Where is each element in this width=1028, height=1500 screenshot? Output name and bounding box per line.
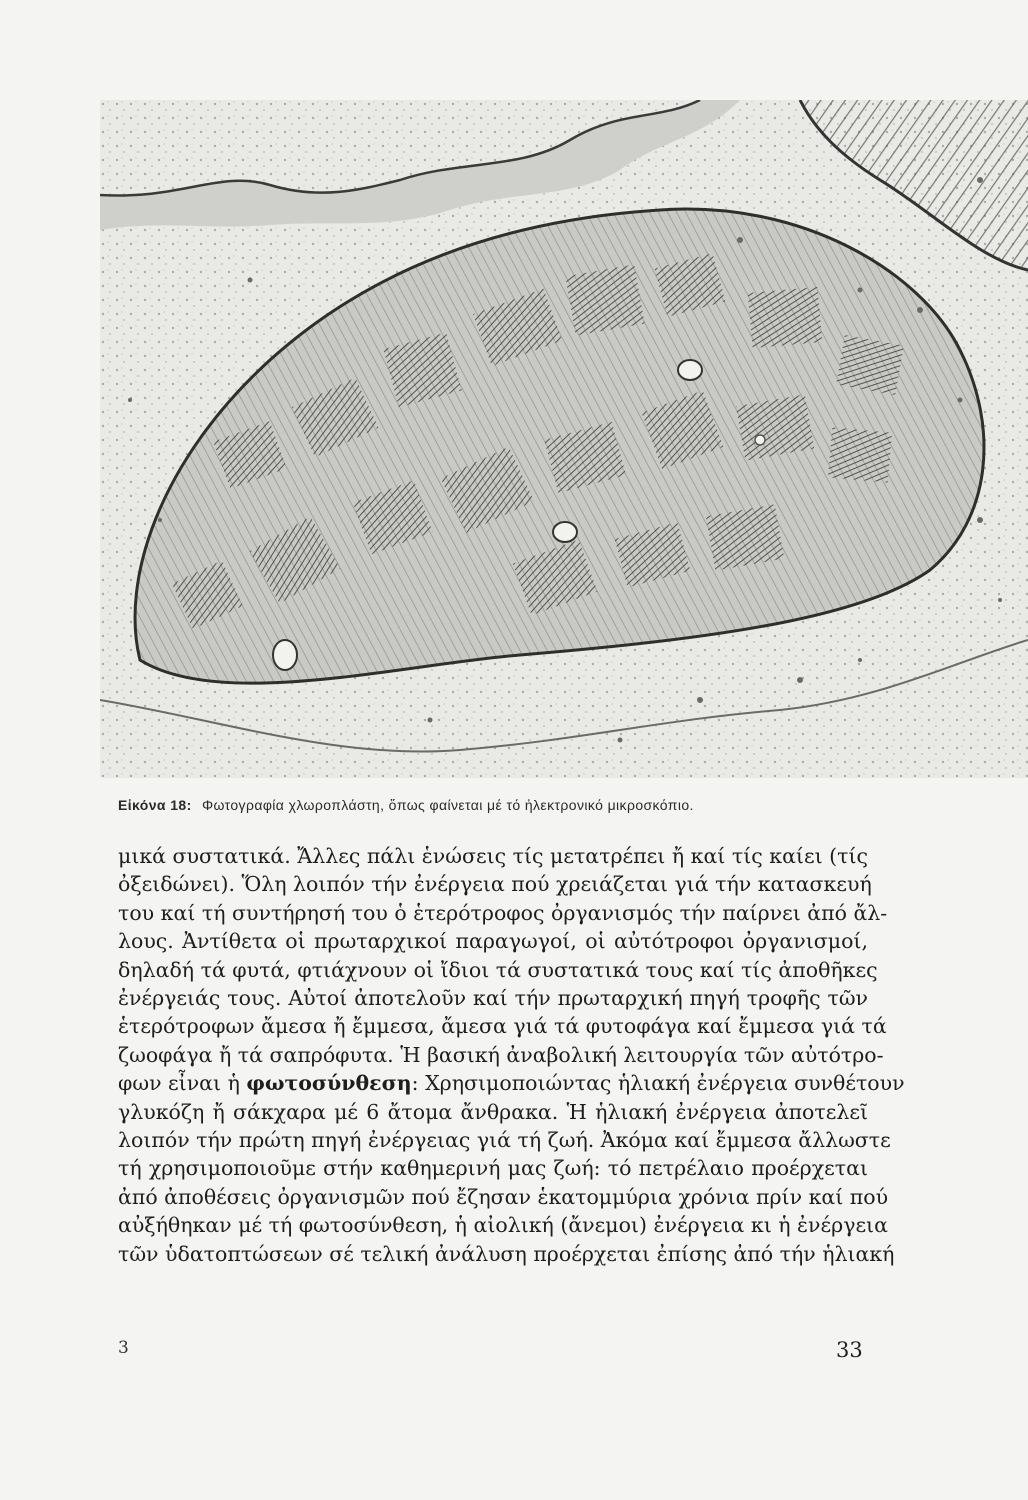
- text-line: τή χρησιμοποιοῦμε στήν καθημερινή μας ζωή: τό πετρέλαιο προέρχεται: [118, 1156, 868, 1181]
- text-line: τῶν ὑδατοπτώσεων σέ τελική ἀνάλυση προέρχεται ἐπίσης ἀπό τήν ἡλιακή: [118, 1241, 895, 1266]
- text-line: δηλαδή τά φυτά, φτιάχνουν οἱ ἴδιοι τά συστατικά τους καί τίς ἀποθῆκες: [118, 957, 878, 982]
- text-line: αὐξήθηκαν μέ τή φωτοσύνθεση, ἡ αἰολική (ἄνεμοι) ἐνέργεια κι ἡ ἐνέργεια: [118, 1213, 888, 1238]
- text-line: λους. Ἀντίθετα οἱ πρωταρχικοί παραγωγοί, οἱ αὐτότροφοι ὀργανισμοί,: [118, 929, 868, 954]
- text-line: γλυκόζη ἤ σάκχαρα μέ 6 ἄτομα ἄνθρακα. Ἡ ἡλιακή ἐνέργεια ἀποτελεῖ: [118, 1099, 868, 1124]
- text-line: ἐνέργειάς τους. Αὐτοί ἀποτελοῦν καί τήν πρωταρχική πηγή τροφῆς τῶν: [118, 986, 868, 1011]
- text-fragment: φων εἶναι ἡ: [118, 1071, 240, 1096]
- text-line: ἀπό ἀποθέσεις ὀργανισμῶν πού ἔζησαν ἑκατομμύρια χρόνια πρίν καί πού: [118, 1184, 889, 1209]
- text-line: του καί τή συντήρησή του ὁ ἑτερότροφος ὀργανισμός τήν παίρνει ἀπό ἄλ-: [118, 900, 888, 925]
- bold-term-photosynthesis: φωτοσύνθεση: [246, 1071, 412, 1096]
- page-number: 33: [836, 1338, 863, 1362]
- text-fragment: : Χρησιμοποιώντας ἡλιακή ἐνέργεια συνθέτουν: [411, 1071, 905, 1096]
- text-line: ἑτερότροφων ἄμεσα ἤ ἔμμεσα, ἄμεσα γιά τά φυτοφάγα καί ἔμμεσα γιά τά: [118, 1014, 887, 1039]
- figure-caption: [118, 797, 978, 813]
- text-line: μικά συστατικά. Ἄλλες πάλι ἑνώσεις τίς μετατρέπει ἤ καί τίς καίει (τίς: [118, 844, 868, 868]
- text-line: ζωοφάγα ἤ τά σαπρόφυτα. Ἡ βασική ἀναβολική λειτουργία τῶν αὐτότρο-: [118, 1042, 884, 1067]
- body-paragraph: [118, 842, 905, 1268]
- micrograph-figure: [100, 100, 1028, 778]
- text-line-with-term: [118, 1069, 905, 1097]
- figure-caption-text: Φωτογραφία χλωροπλάστη, ὅπως φαίνεται μέ τό ἠλεκτρονικό μικροσκόπιο.: [201, 797, 694, 813]
- text-line: ὀξειδώνει). Ὅλη λοιπόν τήν ἐνέργεια πού χρειάζεται γιά τήν κατασκευή: [118, 872, 872, 897]
- figure-caption-label: Εἰκόνα 18:: [118, 797, 192, 813]
- signature-mark: 3: [118, 1338, 129, 1358]
- text-line: λοιπόν τήν πρώτη πηγή ἐνέργειας γιά τή ζωή. Ἀκόμα καί ἔμμεσα ἄλλωστε: [118, 1128, 891, 1153]
- chloroplast-electron-micrograph: [100, 100, 1028, 778]
